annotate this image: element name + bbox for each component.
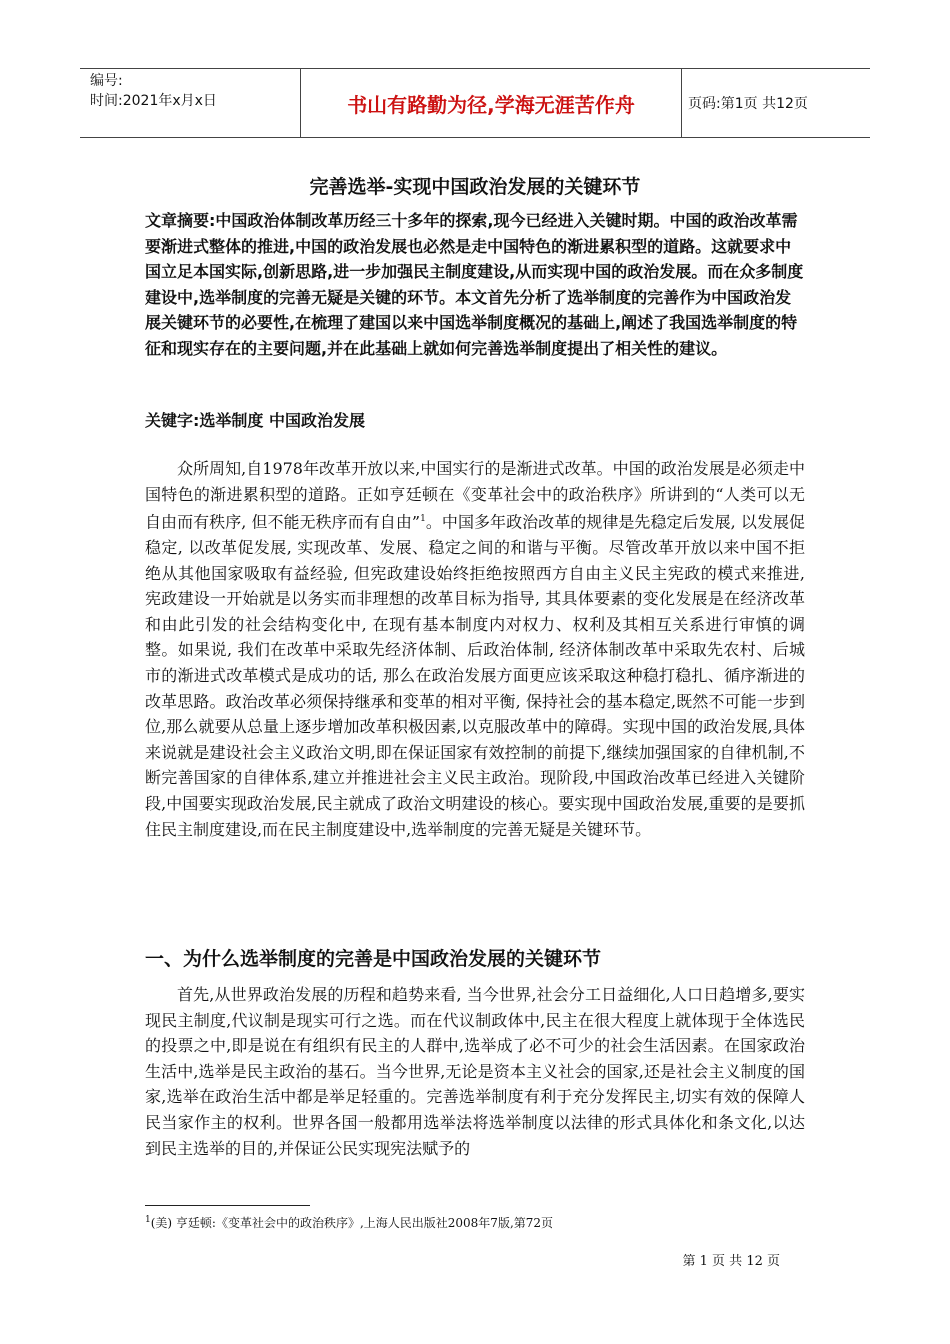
section-paragraph: 首先,从世界政治发展的历程和趋势来看, 当今世界,社会分工日益细化,人口日趋增多,要实现民主制度,代议制是现实可行之选。而在代议制政体中,民主在很大程度上就体现于全体选民的投票之中,即是说在有组织有民主的人群中,选举成了必不可少的社会生活因素。在国家政治生活中,选举是民主政治的基石。当今世界,无论是资本主义社会的国家,还是社会主义制度的国家,选举在政治生活中都是举足轻重的。完善选举制度有利于充分发挥民主,切实有效的保障人民当家作主的权利。世界各国一般都用选举法将选举制度以法律的形式具体化和条文化,以达到民主选举的目的,并保证公民实现宪法赋予的 — [145, 985, 805, 1158]
page-footer: 第 1 页 共 12 页 — [682, 1254, 780, 1269]
header-meta — [80, 69, 301, 137]
abstract: 文章摘要:中国政治体制改革历经三十多年的探索,现今已经进入关键时期。中国的政治改革需要渐进式整体的推进,中国的政治发展也必然是走中国特色的渐进累积型的道路。这就要求中国立足本国实际,创新思路,进一步加强民主制度建设,从而实现中国的政治发展。而在众多制度建设中,选举制度的完善无疑是关键的环节。本文首先分析了选举制度的完善作为中国政治发展关键环节的必要性,在梳理了建国以来中国选举制度概况的基础上,阐述了我国选举制度的特征和现实存在的主要问题,并在此基础上就如何完善选举制度提出了相关性的建议。 — [145, 211, 804, 358]
intro-paragraph — [145, 456, 805, 842]
intro-text-1: 众所周知,自1978年改革开放以来,中国实行的是渐进式改革。中国的政治发展是必须走中国特色的渐进累积型的道路。正如亨廷顿在《变革社会中的政治秩序》所讲到的“人类可以无自由而有秩序, 但不能无秩序而有自由” — [145, 459, 805, 532]
time-label: 时间:2021年x月x日 — [90, 93, 217, 109]
header-page-info: 页码:第1页 共12页 — [688, 96, 808, 112]
keywords: 关键字:选举制度 中国政治发展 — [145, 411, 365, 430]
intro-text-2: 。中国多年政治改革的规律是先稳定后发展, 以发展促稳定, 以改革促发展, 实现改革、发展、稳定之间的和谐与平衡。尽管改革开放以来中国不拒绝从其他国家吸取有益经验, 但宪政建设始终拒绝按照西方自由主义民主宪政的模式来推进, 宪政建设一开始就是以务实而非理想的改革目标为指导, 其具体要素的变化发展是在经济改革和由此引发的社会结构变化中, 在现有基本制度内对权力、权利及其相互关系进行审慎的调整。如果说, 我们在改革中采取先经济体制、后政治体制, 经济体制改革中采取先农村、后城市的渐进式改革模式是成功的话, 那么在政治发展方面更应该采取这种稳打稳扎、循序渐进的改革思路。政治改革必须保持继承和变革的相对平衡, 保持社会的基本稳定,既然不可能一步到位,那么就要从总量上逐步增加改革积极因素,以克服改革中的障碍。实现中国的政治发展,具体来说就是建设社会主义政治文明,即在保证国家有效控制的前提下,继续加强国家的自律机制,不断完善国家的自律体系,建立并推进社会主义民主政治。现阶段,中国政治改革已经进入关键阶段,中国要实现政治发展,民主就成了政治文明建设的核心。要实现中国政治发展,重要的是要抓住民主制度建设,而在民主制度建设中,选举制度的完善无疑是关键环节。 — [145, 512, 805, 839]
footnote-divider — [145, 1205, 310, 1206]
number-label: 编号: — [90, 73, 123, 89]
page-header — [80, 68, 870, 138]
footnote-text: (美) 亨廷顿:《变革社会中的政治秩序》,上海人民出版社2008年7版,第72页 — [150, 1216, 554, 1230]
footnote-ref[interactable]: 1 — [420, 514, 426, 525]
document-title: 完善选举-实现中国政治发展的关键环节 — [309, 176, 641, 198]
section-heading: 一、为什么选举制度的完善是中国政治发展的关键环节 — [145, 948, 602, 970]
footnote-number: 1 — [145, 1215, 151, 1225]
footnote — [145, 1211, 805, 1232]
header-motto: 书山有路勤为径,学海无涯苦作舟 — [301, 69, 682, 137]
